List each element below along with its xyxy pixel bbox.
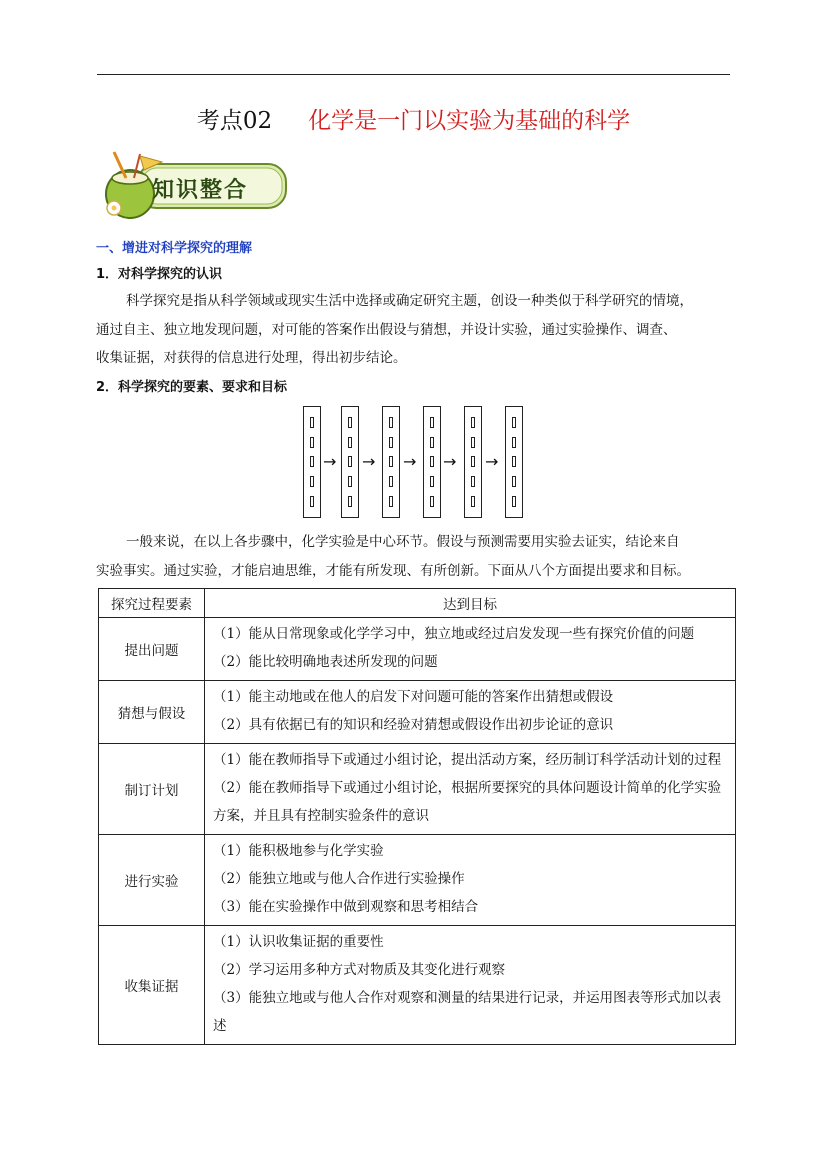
goals-cell [205, 681, 736, 744]
inquiry-goals-table [98, 588, 736, 1045]
element-cell: 猜想与假设 [99, 681, 205, 744]
paragraph-line: 实验事实。通过实验，才能启迪思维，才能有所发现、有所创新。下面从八个方面提出要求和目标。 [96, 562, 690, 579]
topic-title: 化学是一门以实验为基础的科学 [308, 108, 631, 134]
table-row [99, 926, 736, 1045]
flow-arrow: → [323, 452, 337, 471]
paragraph-line: 通过自主、独立地发现问题，对可能的答案作出假设与猜想，并设计实验，通过实验操作、调查、 [96, 321, 677, 338]
paragraph-line: 一般来说，在以上各步骤中，化学实验是中心环节。假设与预测需要用实验去证实，结论来自 [126, 534, 680, 550]
flow-step-box [382, 406, 400, 518]
inquiry-flow-diagram [303, 406, 527, 518]
header-rule [97, 74, 730, 75]
table-header-cell: 探究过程要素 [99, 589, 205, 618]
paragraph-inquiry-definition [96, 287, 736, 373]
goals-cell [205, 618, 736, 681]
topic-number: 考点02 [196, 108, 273, 134]
badge-label: 知识整合 [152, 178, 249, 203]
goal-item: （2）能比较明确地表述所发现的问题 [213, 654, 438, 670]
flow-step-box [341, 406, 359, 518]
table-row [99, 618, 736, 681]
flow-arrow: → [362, 452, 376, 471]
goals-cell [205, 744, 736, 835]
goal-item: （1）能从日常现象或化学学习中，独立地或经过启发发现一些有探究价值的问题 [213, 626, 695, 642]
table-row [99, 681, 736, 744]
goal-item: （2）学习运用多种方式对物质及其变化进行观察 [213, 962, 506, 978]
goal-item: （1）认识收集证据的重要性 [213, 934, 384, 950]
subsection-heading-2: 2．科学探究的要素、要求和目标 [96, 380, 288, 395]
goal-item: （1）能在教师指导下或通过小组讨论，提出活动方案，经历制订科学活动计划的过程 [213, 752, 722, 768]
flow-step-box [303, 406, 321, 518]
section-heading: 一、增进对科学探究的理解 [96, 241, 253, 256]
table-row [99, 835, 736, 926]
flow-step-box [464, 406, 482, 518]
goals-cell [205, 835, 736, 926]
goal-item: （3）能独立地或与他人合作对观察和测量的结果进行记录，并运用图表等形式加以表述 [213, 990, 722, 1034]
page-title [0, 106, 827, 136]
flow-arrow: → [443, 452, 457, 471]
paragraph-experiment-role [96, 528, 736, 585]
goal-item: （2）具有依据已有的知识和经验对猜想或假设作出初步论证的意识 [213, 717, 614, 733]
table-row [99, 744, 736, 835]
table-header-row [99, 589, 736, 618]
table-header-cell: 达到目标 [205, 589, 736, 618]
element-cell: 进行实验 [99, 835, 205, 926]
goals-cell [205, 926, 736, 1045]
flow-step-box [505, 406, 523, 518]
paragraph-line: 科学探究是指从科学领域或现实生活中选择或确定研究主题，创设一种类似于科学研究的情境， [126, 293, 693, 309]
paragraph-line: 收集证据，对获得的信息进行处理，得出初步结论。 [96, 350, 407, 366]
goal-item: （2）能独立地或与他人合作进行实验操作 [213, 871, 465, 887]
flow-arrow: → [485, 452, 499, 471]
goal-item: （3）能在实验操作中做到观察和思考相结合 [213, 899, 479, 915]
goal-item: （1）能积极地参与化学实验 [213, 843, 384, 859]
flow-step-box [423, 406, 441, 518]
flow-arrow: → [403, 452, 417, 471]
element-cell: 提出问题 [99, 618, 205, 681]
element-cell: 制订计划 [99, 744, 205, 835]
goal-item: （1）能主动地或在他人的启发下对问题可能的答案作出猜想或假设 [213, 689, 614, 705]
element-cell: 收集证据 [99, 926, 205, 1045]
subsection-heading-1: 1．对科学探究的认识 [96, 267, 223, 282]
goal-item: （2）能在教师指导下或通过小组讨论，根据所要探究的具体问题设计简单的化学实验方案，并且具有控制实验条件的意识 [213, 780, 722, 824]
